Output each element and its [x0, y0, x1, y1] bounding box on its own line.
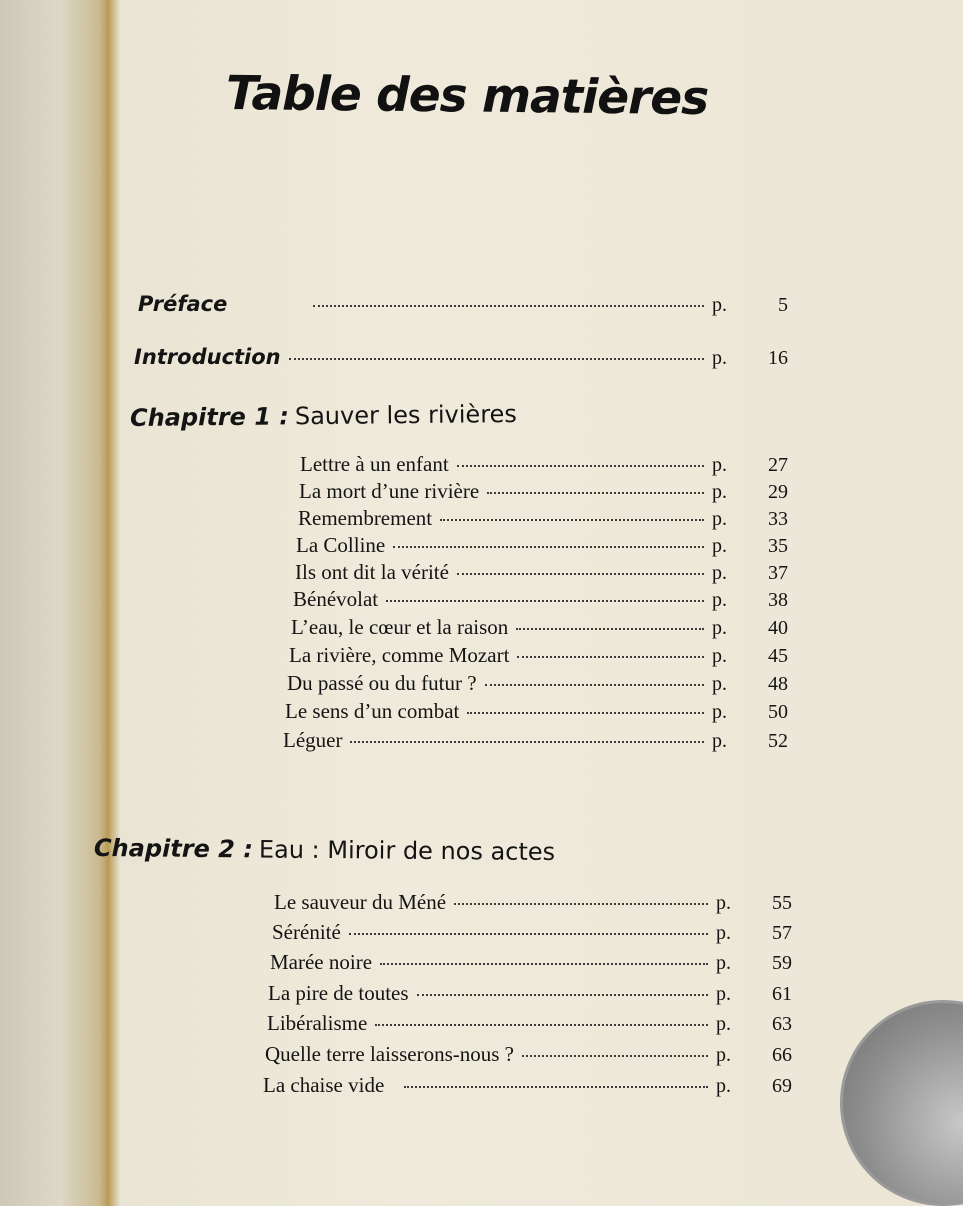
page-prefix: p. — [716, 1075, 731, 1097]
dot-leader — [485, 684, 704, 686]
chapter-number: Chapitre 2 : — [93, 834, 254, 864]
page-prefix: p. — [712, 589, 727, 611]
page-number: 38 — [768, 589, 788, 611]
page-prefix: p. — [716, 922, 731, 944]
page-number: 35 — [768, 535, 788, 557]
dot-leader — [454, 903, 708, 905]
page-prefix: p. — [712, 730, 727, 752]
entry-label: La pire de toutes — [268, 981, 409, 1005]
entry-label: La chaise vide — [263, 1073, 385, 1097]
entry-label: Sérénité — [272, 920, 341, 944]
page-prefix: p. — [716, 952, 731, 974]
toc-entry — [293, 587, 788, 612]
dot-leader — [467, 712, 704, 714]
chapter-title: Sauver les rivières — [294, 399, 517, 431]
entry-label: Quelle terre laisserons-nous ? — [265, 1042, 514, 1066]
dot-leader — [440, 519, 704, 521]
dot-leader — [487, 492, 704, 494]
dot-leader — [522, 1055, 708, 1057]
page-prefix: p. — [712, 617, 727, 639]
entry-label: La rivière, comme Mozart — [289, 643, 510, 667]
toc-entry-introduction — [134, 345, 788, 370]
page-prefix: p. — [712, 294, 727, 316]
dot-leader — [350, 741, 704, 743]
page-prefix: p. — [716, 1044, 731, 1066]
toc-entry — [298, 506, 788, 531]
page-prefix: p. — [712, 701, 727, 723]
toc-entry — [287, 671, 788, 696]
page-prefix: p. — [716, 983, 731, 1005]
entry-label: Remembrement — [298, 506, 433, 530]
page-prefix: p. — [712, 481, 727, 503]
page-prefix: p. — [712, 562, 727, 584]
chapter-1-heading — [130, 400, 517, 433]
chapter-title: Eau : Miroir de nos actes — [258, 835, 556, 867]
page-number: 33 — [768, 508, 788, 530]
toc-entry — [296, 533, 788, 558]
page-title: Table des matières — [225, 66, 709, 127]
page-prefix: p. — [716, 892, 731, 914]
dot-leader — [404, 1086, 708, 1088]
page-number: 37 — [768, 562, 788, 584]
entry-label: Léguer — [283, 728, 343, 752]
disc-object — [840, 1000, 963, 1206]
page-number: 5 — [778, 294, 788, 316]
dot-leader — [457, 465, 704, 467]
toc-entry — [270, 950, 792, 975]
page-number: 57 — [772, 922, 792, 944]
entry-label: L’eau, le cœur et la raison — [291, 615, 509, 639]
page-number: 16 — [768, 347, 788, 369]
page-number: 29 — [768, 481, 788, 503]
dot-leader — [349, 933, 708, 935]
toc-entry — [285, 699, 788, 724]
dot-leader — [375, 1024, 708, 1026]
dot-leader — [386, 600, 704, 602]
toc-entry — [267, 1011, 792, 1036]
entry-label: Lettre à un enfant — [300, 452, 449, 476]
page-number: 63 — [772, 1013, 792, 1035]
dot-leader — [380, 963, 708, 965]
page-prefix: p. — [712, 673, 727, 695]
toc-entry — [272, 920, 792, 945]
page-number: 45 — [768, 645, 788, 667]
page-number: 66 — [772, 1044, 792, 1066]
page-number: 61 — [772, 983, 792, 1005]
entry-label: Bénévolat — [293, 587, 379, 611]
page-prefix: p. — [712, 347, 727, 369]
dot-leader — [289, 358, 704, 360]
entry-label: La mort d’une rivière — [299, 479, 480, 503]
page-number: 27 — [768, 454, 788, 476]
dot-leader — [516, 628, 704, 630]
entry-label: Préface — [138, 292, 228, 316]
toc-entry — [274, 890, 792, 915]
page-number: 59 — [772, 952, 792, 974]
page-number: 52 — [768, 730, 788, 752]
page-number: 48 — [768, 673, 788, 695]
dot-leader — [457, 573, 704, 575]
page-prefix: p. — [712, 535, 727, 557]
toc-entry-preface — [138, 292, 788, 317]
toc-entry — [295, 560, 788, 585]
entry-label: Libéralisme — [267, 1011, 368, 1035]
chapter-number: Chapitre 1 : — [129, 402, 290, 432]
entry-label: Ils ont dit la vérité — [295, 560, 449, 584]
page-prefix: p. — [712, 454, 727, 476]
page-prefix: p. — [712, 645, 727, 667]
toc-entry — [265, 1042, 792, 1067]
entry-label: Marée noire — [270, 950, 373, 974]
toc-entry — [283, 728, 788, 753]
toc-entry — [289, 643, 788, 668]
page-prefix: p. — [716, 1013, 731, 1035]
toc-entry — [299, 479, 788, 504]
toc-entry — [291, 615, 788, 640]
toc-entry — [300, 452, 788, 477]
entry-label: Le sauveur du Méné — [274, 890, 447, 914]
chapter-2-heading — [94, 834, 555, 867]
page-number: 55 — [772, 892, 792, 914]
entry-label: La Colline — [296, 533, 386, 557]
dot-leader — [517, 656, 704, 658]
dot-leader — [313, 305, 704, 307]
entry-label: Introduction — [134, 345, 281, 369]
page-number: 50 — [768, 701, 788, 723]
toc-entry — [263, 1073, 792, 1098]
entry-label: Le sens d’un combat — [285, 699, 460, 723]
dot-leader — [417, 994, 708, 996]
dot-leader — [393, 546, 704, 548]
entry-label: Du passé ou du futur ? — [287, 671, 477, 695]
toc-entry — [268, 981, 792, 1006]
page-number: 40 — [768, 617, 788, 639]
page-prefix: p. — [712, 508, 727, 530]
page-number: 69 — [772, 1075, 792, 1097]
